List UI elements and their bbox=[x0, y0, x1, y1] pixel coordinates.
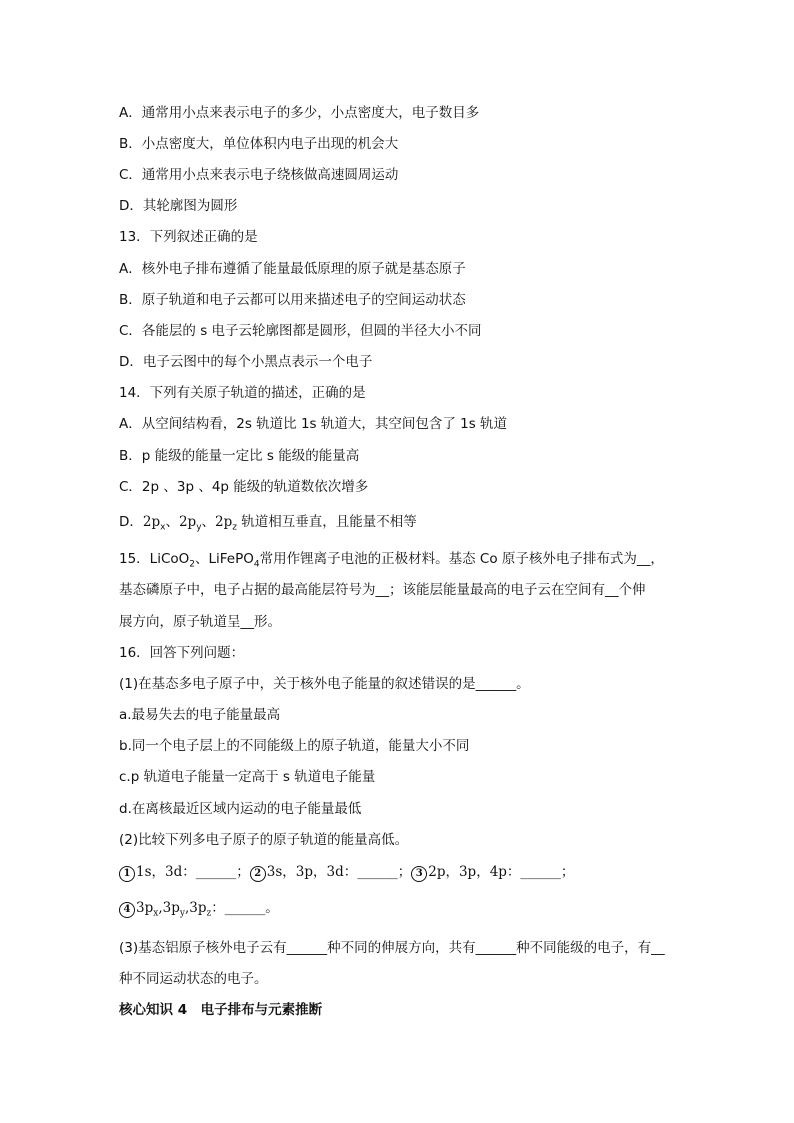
compare-4-blank: ：______。 bbox=[211, 900, 279, 916]
q16-choice-a: a.最易失去的电子能量最高 bbox=[119, 707, 281, 723]
q15-sub-2: 4 bbox=[253, 559, 260, 570]
q14d-sub-z: z bbox=[232, 522, 237, 533]
section-title: 核心知识 4 电子排布与元素推断 bbox=[119, 1002, 323, 1018]
q13-option-b: B．原子轨道和电子云都可以用来描述电子的空间运动状态 bbox=[119, 292, 466, 308]
q14-option-b: B．p 能级的能量一定比 s 能级的能量高 bbox=[119, 448, 360, 464]
q13-option-d: D．电子云图中的每个小黑点表示一个电子 bbox=[119, 354, 373, 370]
q14d-sub-x: x bbox=[160, 522, 166, 533]
q15-formula-2: 、LiFePO bbox=[195, 551, 254, 567]
q16-part-3-line-1: (3)基态铝原子核外电子云有______种不同的伸展方向，共有______种不同能级的电子，有__ bbox=[119, 940, 665, 956]
question-13-stem: 13．下列叙述正确的是 bbox=[119, 229, 258, 245]
q16-choice-b: b.同一个电子层上的不同能级上的原子轨道，能量大小不同 bbox=[119, 738, 470, 754]
option-b-text: B．小点密度大，单位体积内电子出现的机会大 bbox=[119, 136, 399, 152]
question-15-line-1 bbox=[119, 549, 664, 575]
q14-option-a: A．从空间结构看，2s 轨道比 1s 轨道大，其空间包含了 1s 轨道 bbox=[119, 416, 508, 432]
compare-2: 3s，3p，3d：______； bbox=[266, 864, 412, 880]
q14d-orbital-y: 、2p bbox=[165, 514, 197, 530]
q15-formula-1: 15．LiCoO bbox=[119, 551, 190, 567]
compare-4-py: ,3p bbox=[158, 900, 180, 916]
q16-choice-c: c.p 轨道电子能量一定高于 s 轨道电子能量 bbox=[119, 769, 376, 785]
question-14-stem: 14．下列有关原子轨道的描述，正确的是 bbox=[119, 385, 366, 401]
option-c-text: C．通常用小点来表示电子绕核做高速圆周运动 bbox=[119, 167, 399, 183]
q14-option-d bbox=[119, 512, 417, 538]
q14d-prefix: D． bbox=[119, 514, 143, 530]
q14d-rest: 轨道相互垂直，且能量不相等 bbox=[237, 514, 417, 530]
question-15-line-3: 展方向，原子轨道呈__形。 bbox=[119, 614, 281, 630]
q14-option-c: C．2p 、3p 、4p 能级的轨道数依次增多 bbox=[119, 479, 369, 495]
compare-1: 1s，3d：______； bbox=[136, 864, 250, 880]
compare-4-sub-z: z bbox=[206, 908, 212, 919]
compare-4-px: 3p bbox=[136, 900, 154, 916]
q16-compare-row-1 bbox=[119, 862, 574, 882]
compare-3: 2p，3p，4p：______； bbox=[428, 864, 575, 880]
q14d-orbital-z: 、2p bbox=[201, 514, 233, 530]
q14d-sub-y: y bbox=[196, 522, 202, 533]
compare-4-pz: ,3p bbox=[184, 900, 207, 916]
circled-number-3: 3 bbox=[411, 866, 427, 882]
q14d-orbital-x: 2p bbox=[142, 514, 161, 530]
q15-text: 常用作锂离子电池的正极材料。基态 Co 原子核外电子排布式为__， bbox=[259, 551, 664, 567]
q16-choice-d: d.在离核最近区域内运动的电子能量最低 bbox=[119, 801, 362, 817]
q16-compare-row-2 bbox=[119, 898, 279, 924]
q16-part-1: (1)在基态多电子原子中，关于核外电子能量的叙述错误的是______。 bbox=[119, 676, 530, 692]
q15-sub-1: 2 bbox=[189, 559, 195, 570]
circled-number-1: 1 bbox=[119, 866, 135, 882]
q13-option-c: C．各能层的 s 电子云轮廓图都是圆形，但圆的半径大小不同 bbox=[119, 323, 482, 339]
option-a-text: A．通常用小点来表示电子的多少，小点密度大，电子数目多 bbox=[119, 105, 480, 121]
q16-part-3-line-2: 种不同运动状态的电子。 bbox=[119, 971, 268, 987]
circled-number-2: 2 bbox=[250, 866, 266, 882]
question-16-stem: 16．回答下列问题： bbox=[119, 645, 245, 661]
compare-4-sub-y: y bbox=[179, 908, 185, 919]
compare-4-sub-x: x bbox=[153, 908, 159, 919]
circled-number-4: 4 bbox=[119, 902, 135, 918]
question-15-line-2: 基态磷原子中，电子占据的最高能层符号为__；该能层能量最高的电子云在空间有__个伸 bbox=[119, 582, 646, 598]
option-d-text: D．其轮廓图为圆形 bbox=[119, 198, 238, 214]
q16-part-2: (2)比较下列多电子原子的原子轨道的能量高低。 bbox=[119, 832, 409, 848]
q13-option-a: A．核外电子排布遵循了能量最低原理的原子就是基态原子 bbox=[119, 261, 466, 277]
